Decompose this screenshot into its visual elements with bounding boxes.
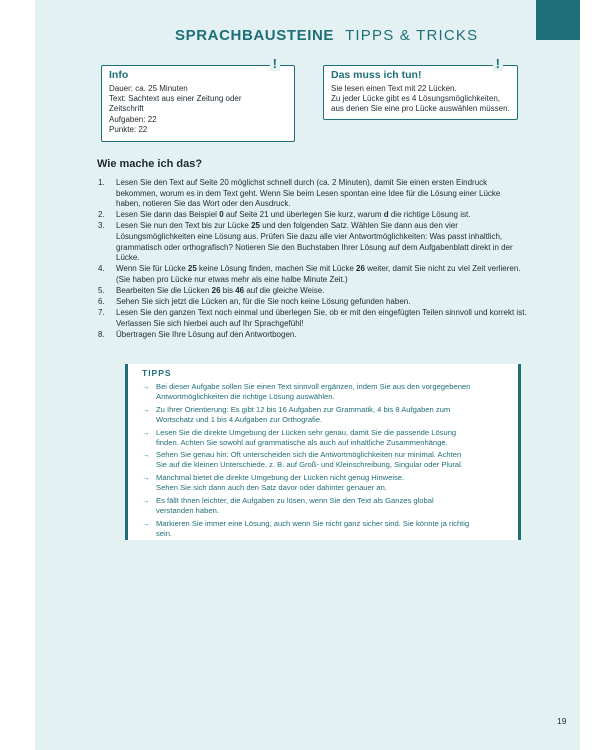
arrow-right-icon: → xyxy=(142,427,150,437)
step-item xyxy=(97,210,527,221)
tip-item xyxy=(142,382,508,402)
tip-text: Sehen Sie sich dann auch den Satz davor oder dahinter genauer an. xyxy=(156,483,387,493)
task-line: Sie lesen einen Text mit 22 Lücken. xyxy=(331,84,457,93)
task-line: aus denen Sie eine pro Lücke auswählen müssen. xyxy=(331,104,510,114)
arrow-right-icon: → xyxy=(142,496,150,506)
page xyxy=(35,0,580,750)
tip-text: Manchmal bietet die direkte Umgebung der Lücken nicht genug Hinweise. xyxy=(156,473,405,483)
step-number: 2. xyxy=(98,210,105,220)
step-text: bis xyxy=(220,285,236,295)
info-line: Punkte: 22 xyxy=(109,124,148,134)
step-text: Lesen Sie den ganzen Text noch einmal und überlegen Sie, ob er mit den eingefügten Teilen sinnvoll und korrekt ist. Verlassen Sie sich hierbei auch auf Ihr Sprachgefühl! xyxy=(116,308,527,328)
step-number: 8. xyxy=(98,329,105,339)
tip-text: Markieren Sie immer eine Lösung, auch wenn Sie nicht ganz sicher sind. Sie könnte ja richtig xyxy=(156,518,470,528)
tip-text: Zu Ihrer Orientierung: Es gibt 12 bis 16 Aufgaben zur Grammatik, 4 bis 8 Aufgaben zum xyxy=(156,404,451,414)
task-box-title: Das muss ich tun! xyxy=(331,69,422,81)
step-emphasis: 26 xyxy=(211,285,221,295)
exclamation-icon: ! xyxy=(493,57,503,71)
step-text: Bearbeiten Sie die Lücken xyxy=(116,285,212,295)
tip-text: Sehen Sie genau hin: Oft unterscheiden sich die Antwortmöglichkeiten nur minimal. Achten xyxy=(156,450,462,460)
tip-text: Bei dieser Aufgabe sollen Sie einen Text sinnvoll ergänzen, indem Sie aus den vorgegebenen xyxy=(156,382,471,391)
steps-list xyxy=(97,178,527,341)
step-text: Lesen Sie nun den Text bis zur Lücke xyxy=(116,221,252,231)
arrow-right-icon: → xyxy=(142,450,150,460)
info-box-title: Info xyxy=(109,69,129,81)
step-text: Übertragen Sie Ihre Lösung auf den Antwortbogen. xyxy=(116,329,297,339)
step-number: 5. xyxy=(98,285,105,295)
arrow-right-icon: → xyxy=(142,473,150,483)
step-number: 6. xyxy=(98,297,105,307)
header-subtitle: TIPPS & TRICKS xyxy=(345,27,479,44)
step-emphasis: 25 xyxy=(251,221,260,231)
step-text: Wenn Sie für Lücke xyxy=(116,264,188,274)
corner-tab xyxy=(536,0,580,40)
arrow-right-icon: → xyxy=(142,404,150,414)
tip-text: Es fällt Ihnen leichter, die Aufgaben zu lösen, wenn Sie den Text als Ganzes global xyxy=(156,496,434,506)
page-header xyxy=(175,27,478,45)
task-box xyxy=(323,56,518,120)
step-text: die richtige Lösung ist. xyxy=(388,210,471,220)
tip-item xyxy=(142,450,508,470)
tip-text: Wortschatz und 1 bis 4 Aufgaben zur Orthografie. xyxy=(156,414,323,424)
step-number: 7. xyxy=(98,308,105,318)
page-number: 19 xyxy=(557,716,567,726)
exclamation-icon: ! xyxy=(270,57,280,71)
tipps-title: TIPPS xyxy=(142,368,172,378)
step-item xyxy=(97,297,527,308)
step-text: auf die gleiche Weise. xyxy=(244,285,325,295)
step-emphasis: 25 xyxy=(187,264,197,274)
tipps-list xyxy=(142,382,508,539)
info-line: Zeitschrift xyxy=(109,104,144,114)
step-text: Sehen Sie sich jetzt die Lücken an, für die Sie noch keine Lösung gefunden haben. xyxy=(116,297,411,307)
section-title: Wie mache ich das? xyxy=(97,158,203,170)
tip-text: sein. xyxy=(156,528,173,538)
step-text: Lesen Sie dann das Beispiel xyxy=(116,210,220,220)
tip-text: finden. Achten Sie sowohl auf grammatische als auch auf inhaltliche Zusammenhänge. xyxy=(156,437,448,447)
task-line: Zu jeder Lücke gibt es 4 Lösungsmöglichkeiten, xyxy=(331,94,500,104)
info-box xyxy=(101,56,295,142)
step-number: 4. xyxy=(98,264,105,274)
step-item xyxy=(97,264,527,285)
step-text: weiter, damit Sie nicht zu viel Zeit verlieren. (Sie haben pro Lücke nur etwas mehr als eine halbe Minute Zeit.) xyxy=(116,264,521,284)
tip-text: verstanden haben. xyxy=(156,505,219,515)
tip-text: Lesen Sie die direkte Umgebung der Lücken sehr genau, damit Sie die passende Lösung xyxy=(156,427,457,437)
step-text: Lesen Sie den Text auf Seite 20 möglichst schnell durch (ca. 2 Minuten), damit Sie einen ersten Eindruck bekommen, worum es in dem Text geht. Wenn Sie beim Lesen spontan eine Idee für die Lösung einer Lücke haben, notieren Sie das Wort oder den Ausdruck. xyxy=(116,178,501,209)
step-item xyxy=(97,308,527,329)
step-emphasis: 46 xyxy=(235,285,245,295)
step-emphasis: 0 xyxy=(219,210,224,220)
info-line: Text: Sachtext aus einer Zeitung oder xyxy=(109,94,242,104)
tip-text: Antwortmöglichkeiten die richtige Lösung auswählen. xyxy=(156,391,335,401)
step-item xyxy=(97,178,527,210)
info-line: Aufgaben: 22 xyxy=(109,114,157,124)
step-number: 1. xyxy=(98,178,105,187)
arrow-right-icon: → xyxy=(142,382,150,391)
tipps-box xyxy=(125,364,521,540)
tip-item xyxy=(142,428,508,448)
tip-item xyxy=(142,496,508,516)
tip-item xyxy=(142,405,508,425)
step-text: auf Seite 21 und überlegen Sie kurz, warum xyxy=(223,210,384,220)
step-item xyxy=(97,286,527,297)
step-emphasis: 26 xyxy=(356,264,365,274)
tip-text: Sie auf die kleinen Unterschiede, z. B. auf Groß- und Kleinschreibung, Singular oder Plural. xyxy=(156,460,463,470)
info-line: Dauer: ca. 25 Minuten xyxy=(109,84,188,93)
step-number: 3. xyxy=(98,221,105,231)
step-item xyxy=(97,221,527,263)
step-text: und den folgenden Satz. Wählen Sie dann aus den vier Lösungsmöglichkeiten eine Lösung aus. Prüfen Sie dazu alle vier Antwortmöglichkeiten: Was passt inhaltlich, grammatisch oder orthografisch? Notieren Sie den Buchstaben Ihrer Lösung auf dem Aufgabenblatt direkt in der Lücke. xyxy=(116,221,513,263)
step-text: keine Lösung finden, machen Sie mit Lücke xyxy=(196,264,357,274)
tip-item xyxy=(142,473,508,493)
arrow-right-icon: → xyxy=(142,518,150,528)
tip-item xyxy=(142,519,508,539)
step-item xyxy=(97,330,527,341)
step-emphasis: d xyxy=(383,210,389,220)
header-title: SPRACHBAUSTEINE xyxy=(175,27,335,44)
